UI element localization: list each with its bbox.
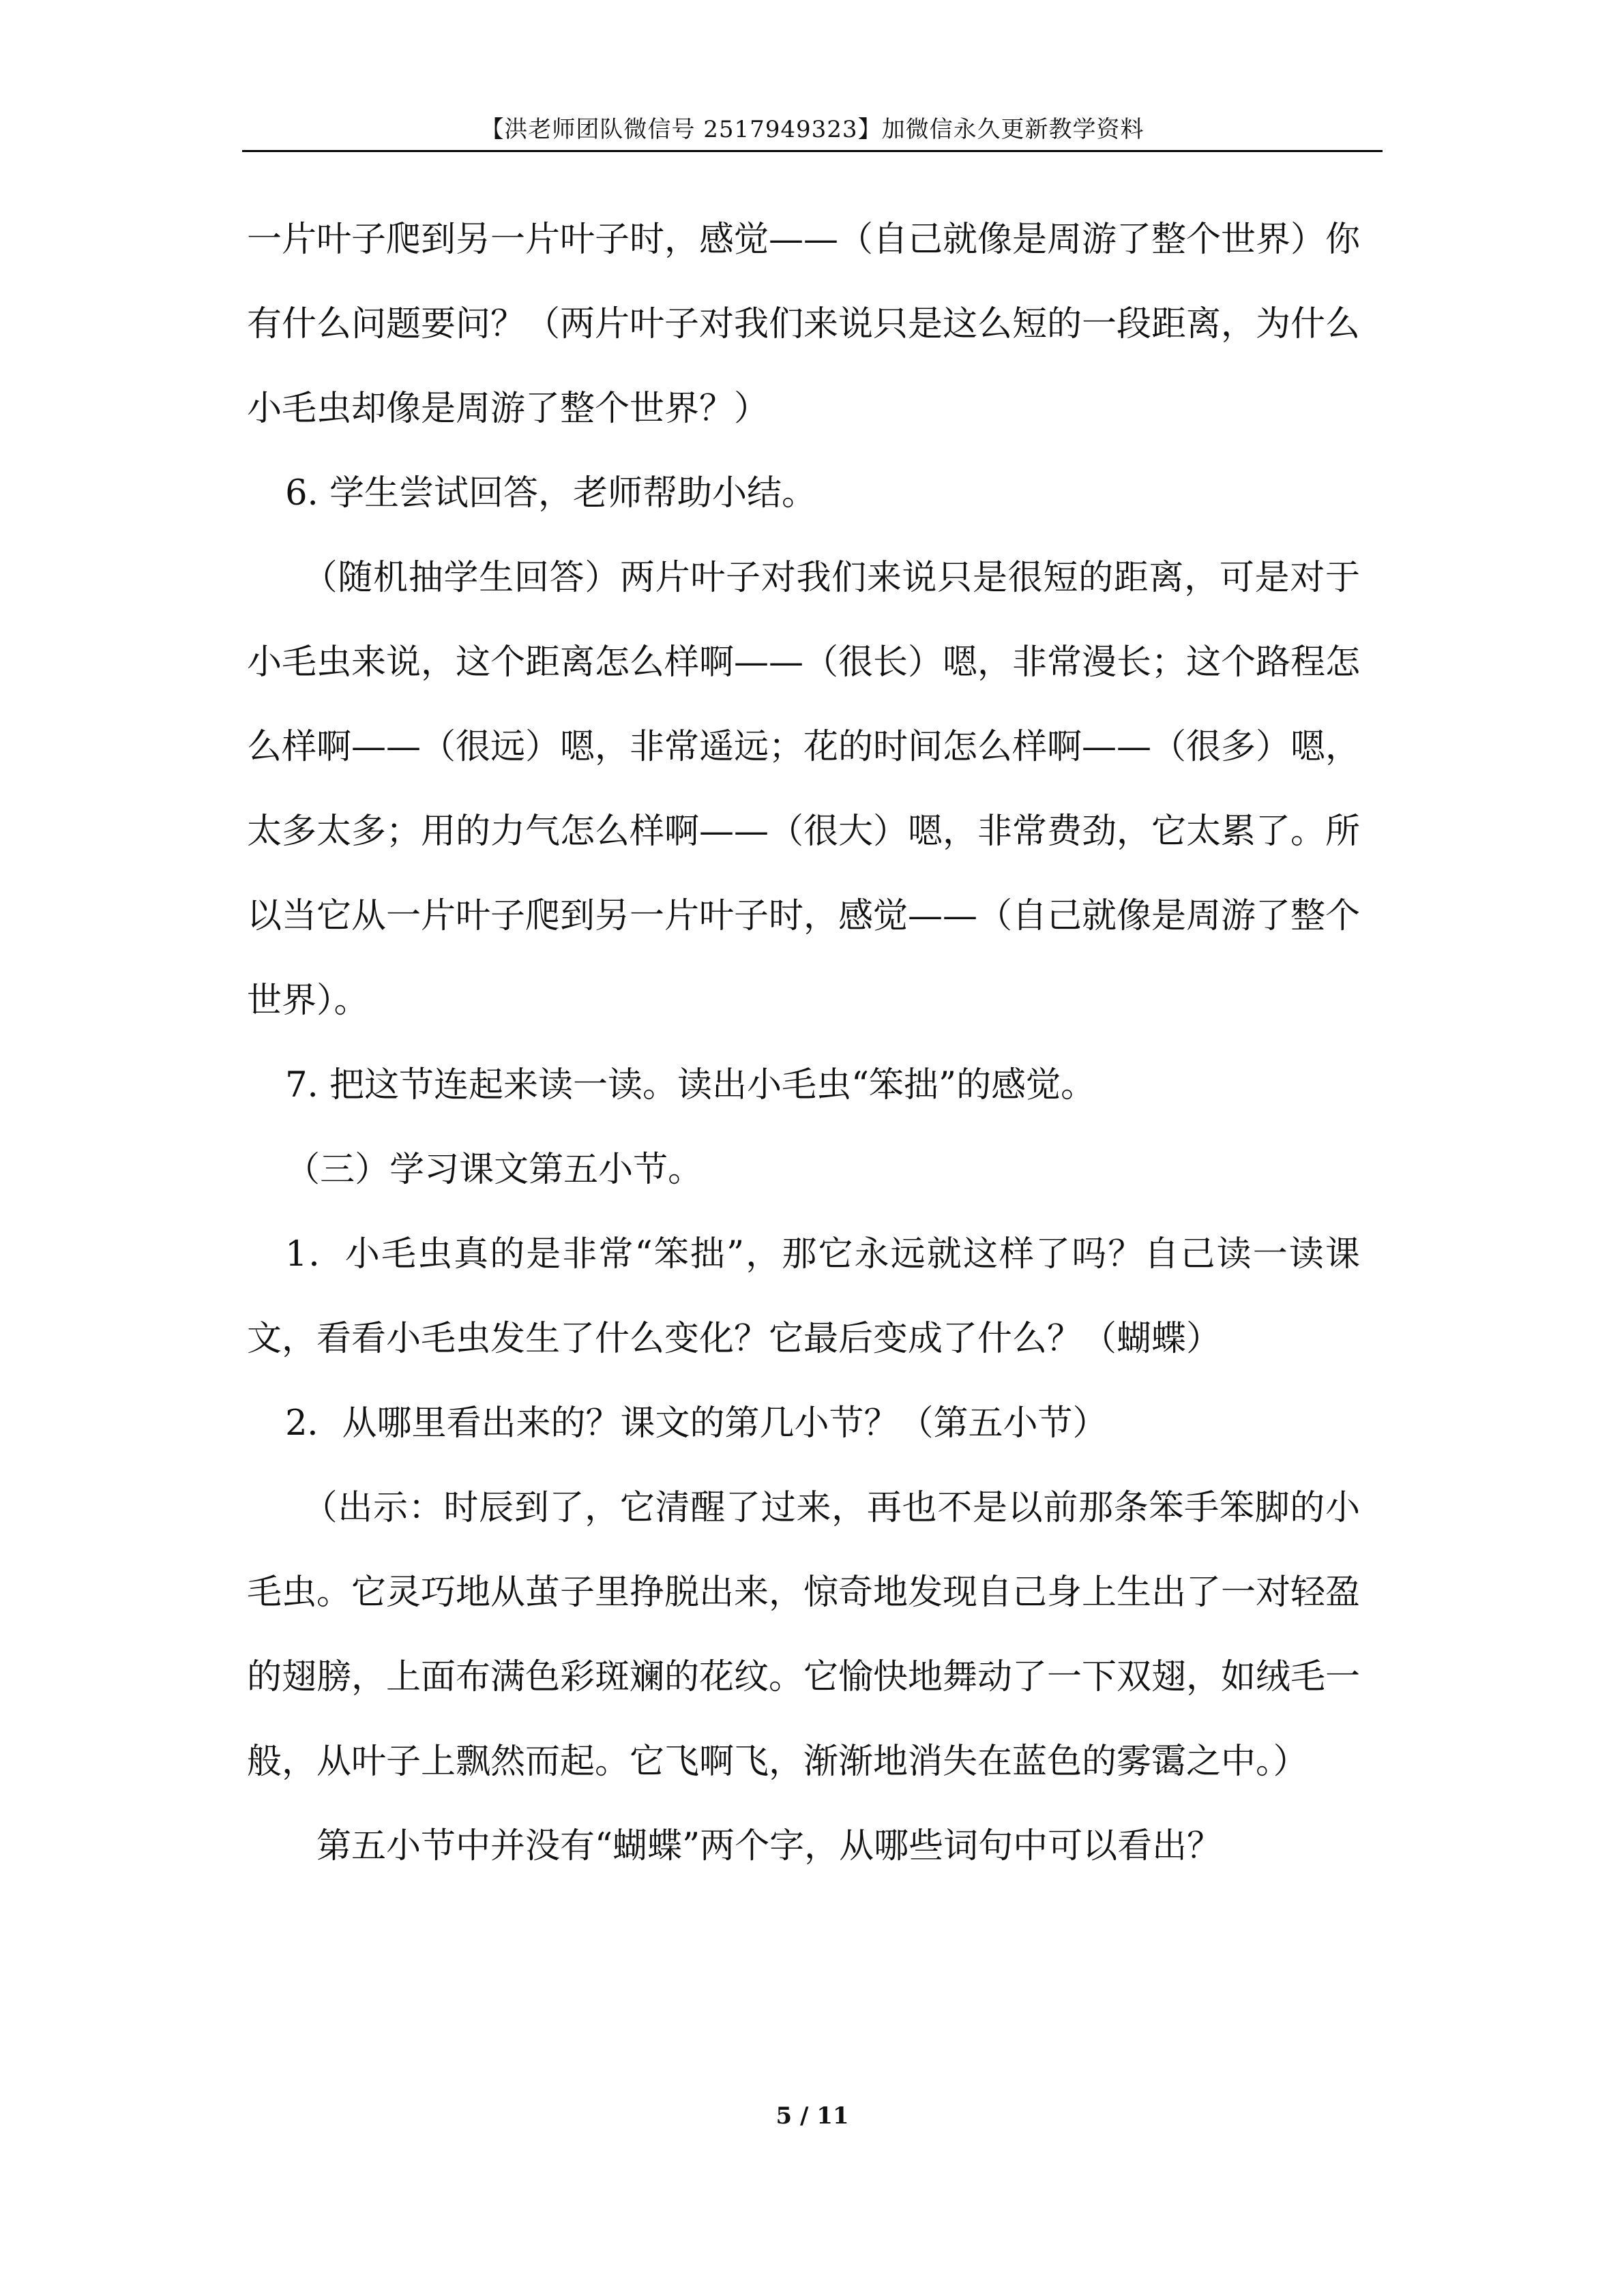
page-header: 【洪老师团队微信号 2517949323】加微信永久更新教学资料	[480, 116, 1145, 143]
page-number: 5 / 11	[776, 2102, 849, 2130]
paragraph-step-6: 6. 学生尝试回答，老师帮助小结。	[285, 473, 816, 513]
section-heading-part-3: （三）学习课文第五小节。	[285, 1150, 703, 1190]
paragraph-continuation: 一片叶子爬到另一片叶子时，感觉——（自己就像是周游了整个世界）你有什么问题要问？（两片叶子对我们来说只是这么短的一段距离，为什么小毛虫却像是周游了整个世界？）	[247, 220, 1361, 429]
paragraph-question-1: 1．小毛虫真的是非常“笨拙”，那它永远就这样了吗？自己读一读课文，看看小毛虫发生了什么变化？它最后变成了什么？（蝴蝶）	[247, 1234, 1360, 1359]
header-divider	[242, 150, 1383, 152]
paragraph-excerpt: （出示：时辰到了，它清醒了过来，再也不是以前那条笨手笨脚的小毛虫。它灵巧地从茧子里挣脱出来，惊奇地发现自己身上生出了一对轻盈的翅膀，上面布满色彩斑斓的花纹。它愉快地舞动了一下双翅，如绒毛一般，从叶子上飘然而起。它飞啊飞，渐渐地消失在蓝色的雾霭之中。）	[247, 1488, 1361, 1782]
paragraph-step-7: 7. 把这节连起来读一读。读出小毛虫“笨拙”的感觉。	[285, 1065, 1096, 1105]
document-body	[247, 198, 1360, 1889]
paragraph-butterfly-question: 第五小节中并没有“蝴蝶”两个字，从哪些词句中可以看出？	[316, 1826, 1222, 1866]
paragraph-student-answers: （随机抽学生回答）两片叶子对我们来说只是很短的距离，可是对于小毛虫来说，这个距离怎么样啊——（很长）嗯，非常漫长；这个路程怎么样啊——（很远）嗯，非常遥远；花的时间怎么样啊——（很多）嗯，太多太多；用的力气怎么样啊——（很大）嗯，非常费劲，它太累了。所以当它从一片叶子爬到另一片叶子时，感觉——（自己就像是周游了整个世界）。	[247, 558, 1361, 1021]
paragraph-question-2: 2．从哪里看出来的？课文的第几小节？（第五小节）	[285, 1403, 1108, 1444]
